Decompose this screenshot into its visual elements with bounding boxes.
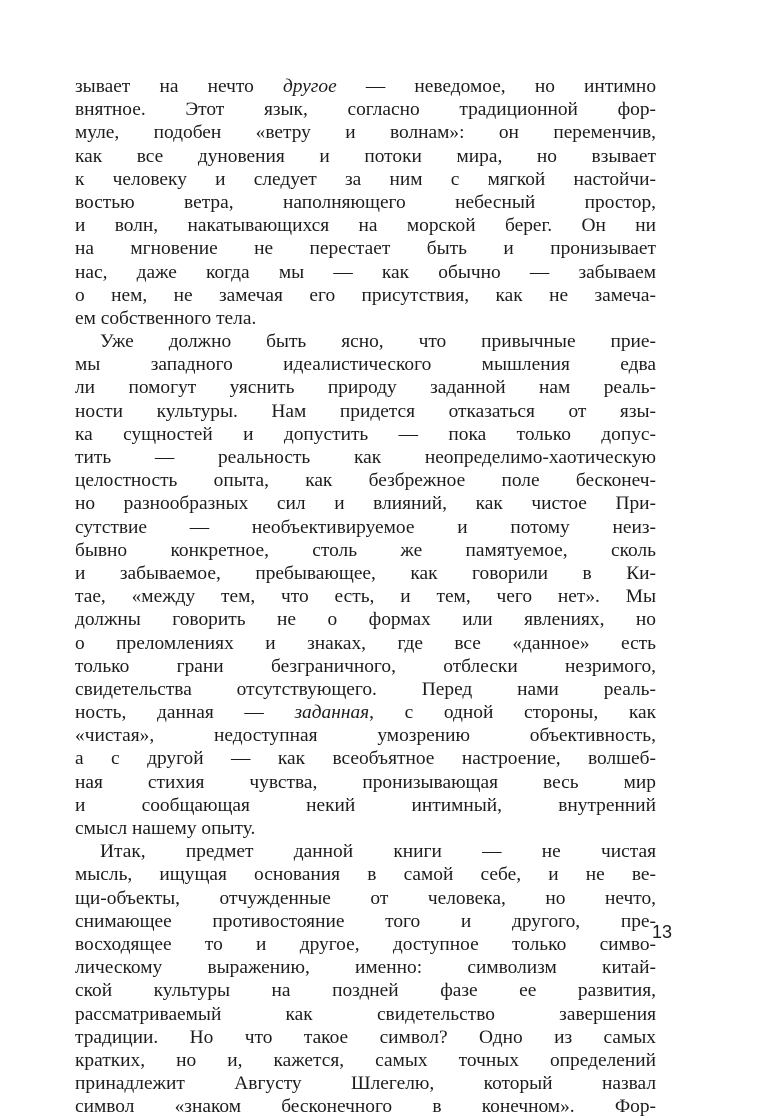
text-line	[75, 632, 656, 655]
text-run: о преломлениях и знаках, где все «данное» есть	[75, 632, 656, 654]
text-line	[75, 75, 656, 98]
text-run: ная стихия чувства, пронизывающая весь мир	[75, 771, 656, 793]
text-line	[75, 887, 656, 910]
text-run: бывно конкретное, столь же памятуемое, сколь	[75, 539, 656, 561]
text-line	[75, 1026, 656, 1049]
text-run: и волн, накатывающихся на морской берег. Он ни	[75, 215, 656, 237]
text-line	[75, 191, 656, 214]
text-run: Уже должно быть ясно, что привычные прие-	[100, 331, 656, 353]
text-run: , с одной стороны, как	[369, 702, 656, 724]
text-line	[75, 562, 656, 585]
text-run: традиции. Но что такое символ? Одно из самых	[75, 1026, 656, 1048]
text-line	[75, 168, 656, 191]
text-run: а с другой — как всеобъятное настроение, волшеб-	[75, 748, 656, 770]
text-line	[75, 446, 656, 469]
text-run: кратких, но и, кажется, самых точных определений	[75, 1049, 656, 1071]
text-run: о нем, не замечая его присутствия, как не замеча-	[75, 284, 656, 306]
text-run: нас, даже когда мы — как обычно — забываем	[75, 261, 656, 283]
text-run: и сообщающая некий интимный, внутренний	[75, 794, 656, 816]
text-run: ской культуры на поздней фазе ее развития,	[75, 980, 656, 1002]
text-line	[75, 585, 656, 608]
text-line	[75, 956, 656, 979]
text-run: Итак, предмет данной книги — не чистая	[100, 841, 656, 863]
text-line	[75, 771, 656, 794]
text-run: и забываемое, пребывающее, как говорили в Ки-	[75, 562, 656, 584]
text-line	[75, 376, 656, 399]
text-run: но разнообразных сил и влияний, как чистое При-	[75, 493, 656, 515]
text-line	[75, 539, 656, 562]
text-line	[75, 701, 656, 724]
text-run: свидетельства отсутствующего. Перед нами реаль-	[75, 678, 656, 700]
text-line	[75, 492, 656, 515]
text-line	[75, 98, 656, 121]
text-run: мысль, ищущая основания в самой себе, и не ве-	[75, 864, 656, 886]
text-run: ем собственного тела.	[75, 307, 257, 329]
italic-text: заданная	[294, 702, 370, 724]
text-line	[75, 747, 656, 770]
text-run: целостность опыта, как безбрежное поле бесконеч-	[75, 470, 656, 492]
text-line	[75, 121, 656, 144]
text-run: к человеку и следует за ним с мягкой настойчи-	[75, 168, 656, 190]
text-line	[75, 655, 656, 678]
text-line	[75, 237, 656, 260]
text-line	[75, 516, 656, 539]
body-text	[75, 75, 656, 1118]
text-line	[75, 608, 656, 631]
text-line	[75, 863, 656, 886]
text-line	[75, 817, 656, 840]
text-line	[75, 400, 656, 423]
text-line	[75, 979, 656, 1002]
text-line	[75, 469, 656, 492]
text-run: на мгновение не перестает быть и пронизывает	[75, 238, 656, 260]
text-line	[75, 261, 656, 284]
text-run: тить — реальность как неопределимо-хаотическую	[75, 447, 656, 468]
text-run: востью ветра, наполняющего небесный простор,	[75, 191, 656, 213]
text-line	[75, 330, 656, 353]
text-run: лическому выражению, именно: символизм китай-	[75, 957, 656, 979]
text-run: муле, подобен «ветру и волнам»: он переменчив,	[75, 122, 656, 144]
text-run: сутствие — необъективируемое и потому неиз-	[75, 516, 656, 538]
text-line	[75, 423, 656, 446]
text-line	[75, 1095, 656, 1118]
text-run: должны говорить не о формах или явлениях, но	[75, 609, 656, 631]
text-line	[75, 214, 656, 237]
text-run: зывает на нечто	[75, 76, 283, 97]
text-run: как все дуновения и потоки мира, но взывает	[75, 145, 656, 167]
text-line	[75, 840, 656, 863]
text-run: символ «знаком бесконечного в конечном». Фор-	[75, 1096, 656, 1118]
text-line	[75, 1049, 656, 1072]
text-run: ли помогут уяснить природу заданной нам реаль-	[75, 377, 656, 399]
text-line	[75, 724, 656, 747]
text-line	[75, 307, 656, 330]
text-line	[75, 1072, 656, 1095]
text-line	[75, 1003, 656, 1026]
text-line	[75, 145, 656, 168]
text-run: рассматриваемый как свидетельство завершения	[75, 1003, 656, 1025]
text-run: щи-объекты, отчужденные от человека, но нечто,	[75, 887, 656, 909]
text-run: смысл нашему опыту.	[75, 818, 256, 839]
text-run: ность, данная —	[75, 702, 295, 724]
text-line	[75, 353, 656, 376]
text-run: внятное. Этот язык, согласно традиционной фор-	[75, 99, 656, 121]
text-run: снимающее противостояние того и другого, пре-	[75, 910, 656, 932]
text-run: «чистая», недоступная умозрению объективность,	[75, 725, 656, 747]
text-run: — неведомое, но интимно	[336, 76, 657, 97]
text-run: только грани безграничного, отблески незримого,	[75, 655, 656, 677]
text-run: ка сущностей и допустить — пока только допус-	[75, 423, 656, 445]
text-line	[75, 794, 656, 817]
page-number: 13	[651, 922, 673, 942]
italic-text: другое	[282, 76, 337, 97]
text-line	[75, 910, 656, 933]
text-line	[75, 933, 656, 956]
text-run: тае, «между тем, что есть, и тем, чего нет». Мы	[75, 586, 656, 608]
text-line	[75, 678, 656, 701]
text-run: принадлежит Августу Шлегелю, который назвал	[75, 1073, 656, 1095]
text-run: мы западного идеалистического мышления едва	[75, 354, 656, 376]
text-run: ности культуры. Нам придется отказаться от язы-	[75, 400, 656, 422]
text-run: восходящее то и другое, доступное только симво-	[75, 933, 656, 955]
text-line	[75, 284, 656, 307]
